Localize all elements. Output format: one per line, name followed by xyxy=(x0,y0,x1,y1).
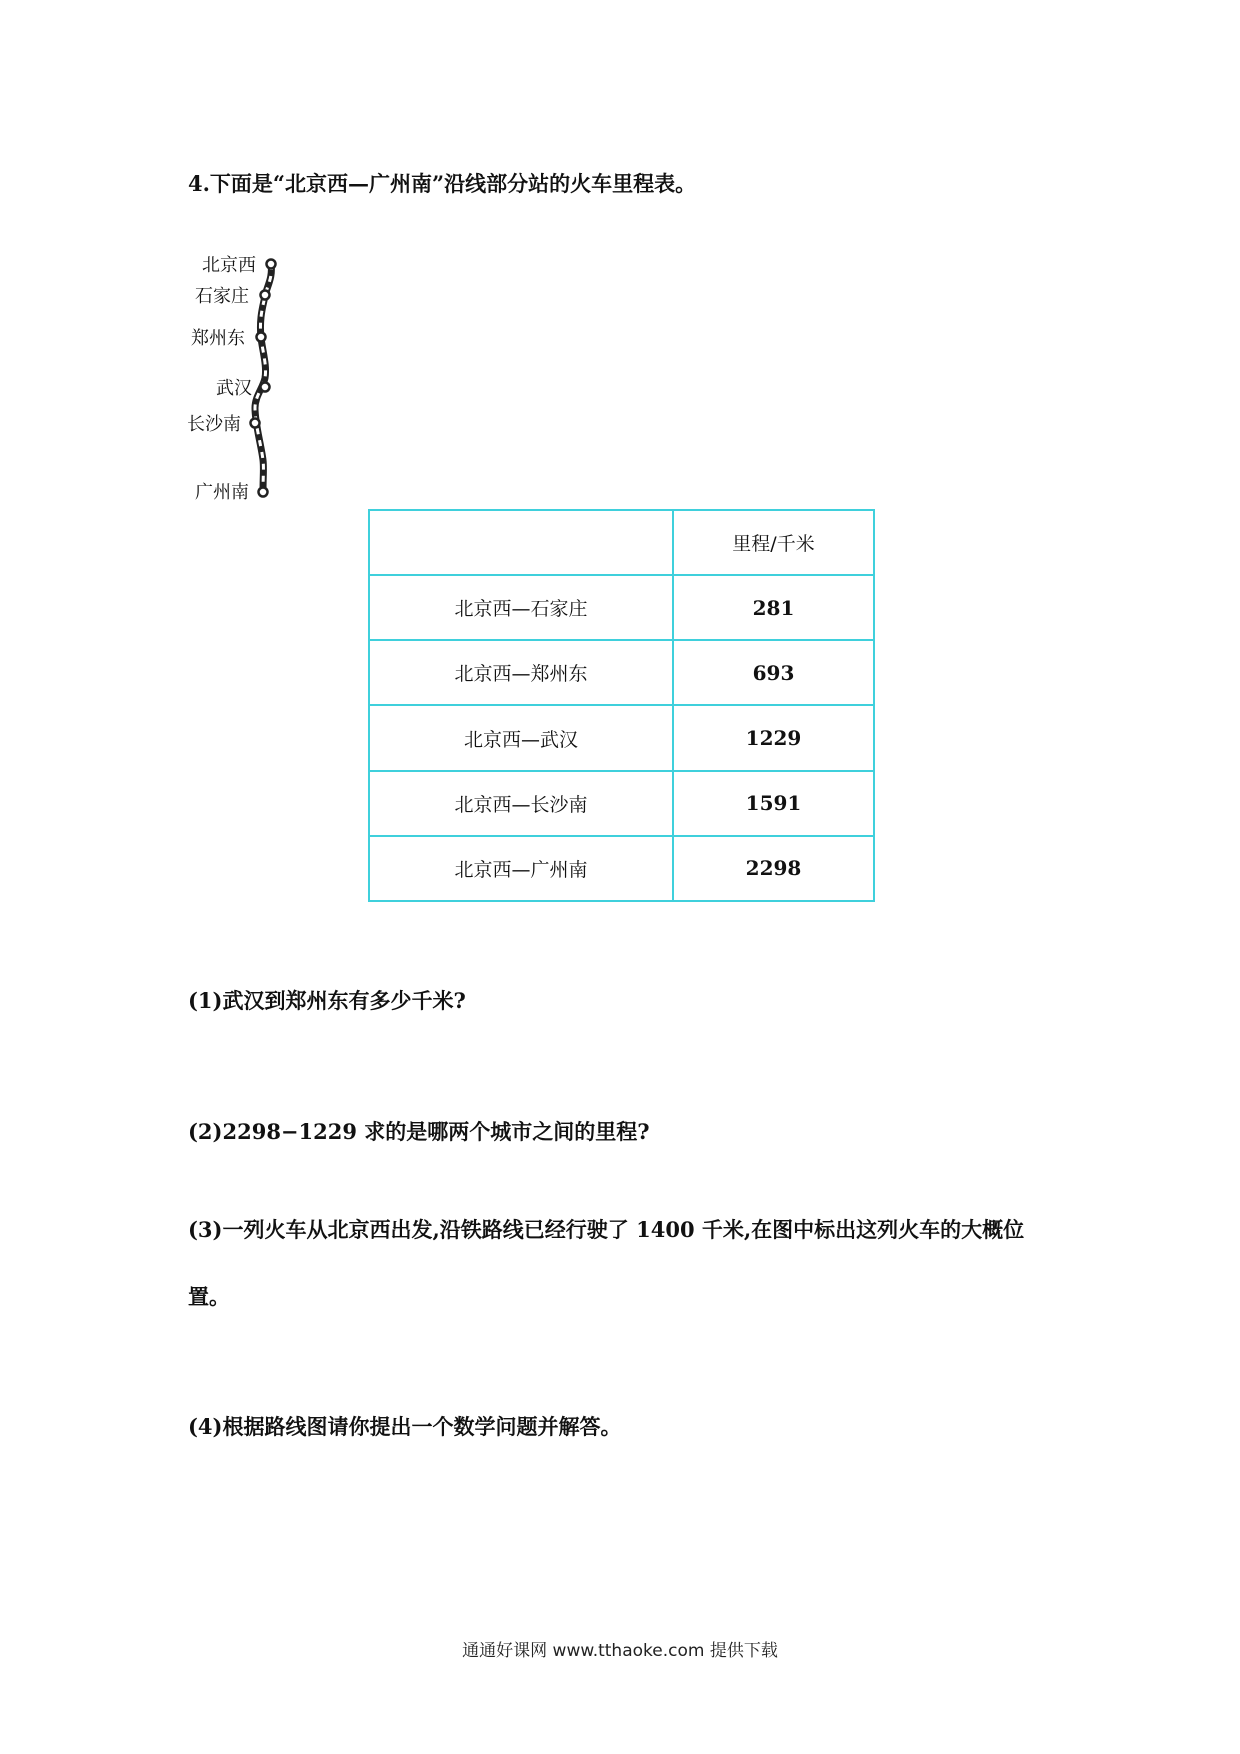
table-header-cell: 里程/千米 xyxy=(673,510,874,575)
question-title: 4.下面是“北京西—广州南”沿线部分站的火车里程表。 xyxy=(188,171,697,196)
table-row xyxy=(369,836,874,901)
station-label: 武汉 xyxy=(216,378,252,399)
question-1: (1)武汉到郑州东有多少千米? xyxy=(188,988,466,1013)
footer-credit: 通通好课网 www.tthaoke.com 提供下载 xyxy=(462,1641,778,1661)
km-cell: 2298 xyxy=(673,836,874,901)
station-dot xyxy=(261,383,270,392)
question-3-line-2: 置。 xyxy=(188,1284,230,1309)
route-cell: 北京西—石家庄 xyxy=(369,575,673,640)
station-label: 广州南 xyxy=(195,482,249,503)
table-row xyxy=(369,771,874,836)
route-map xyxy=(185,248,305,508)
route-cell: 北京西—郑州东 xyxy=(369,640,673,705)
route-cell: 北京西—武汉 xyxy=(369,705,673,770)
question-4: (4)根据路线图请你提出一个数学问题并解答。 xyxy=(188,1414,622,1439)
table-row xyxy=(369,705,874,770)
station-label: 长沙南 xyxy=(187,414,241,435)
km-cell: 1591 xyxy=(673,771,874,836)
station-label: 石家庄 xyxy=(195,286,249,307)
station-label: 郑州东 xyxy=(191,328,245,349)
mileage-table xyxy=(368,509,875,902)
route-cell: 北京西—广州南 xyxy=(369,836,673,901)
table-row xyxy=(369,640,874,705)
station-dot xyxy=(261,291,270,300)
km-cell: 693 xyxy=(673,640,874,705)
station-dot xyxy=(257,333,266,342)
station-dot xyxy=(251,419,260,428)
route-cell: 北京西—长沙南 xyxy=(369,771,673,836)
km-cell: 1229 xyxy=(673,705,874,770)
station-dot xyxy=(259,488,268,497)
table-header-cell xyxy=(369,510,673,575)
table-header-row xyxy=(369,510,874,575)
station-label: 北京西 xyxy=(202,255,256,276)
station-dot xyxy=(267,260,276,269)
question-2: (2)2298−1229 求的是哪两个城市之间的里程? xyxy=(188,1119,650,1144)
table-row xyxy=(369,575,874,640)
question-3-line-1: (3)一列火车从北京西出发,沿铁路线已经行驶了 1400 千米,在图中标出这列火车的大概位 xyxy=(188,1217,1025,1242)
km-cell: 281 xyxy=(673,575,874,640)
